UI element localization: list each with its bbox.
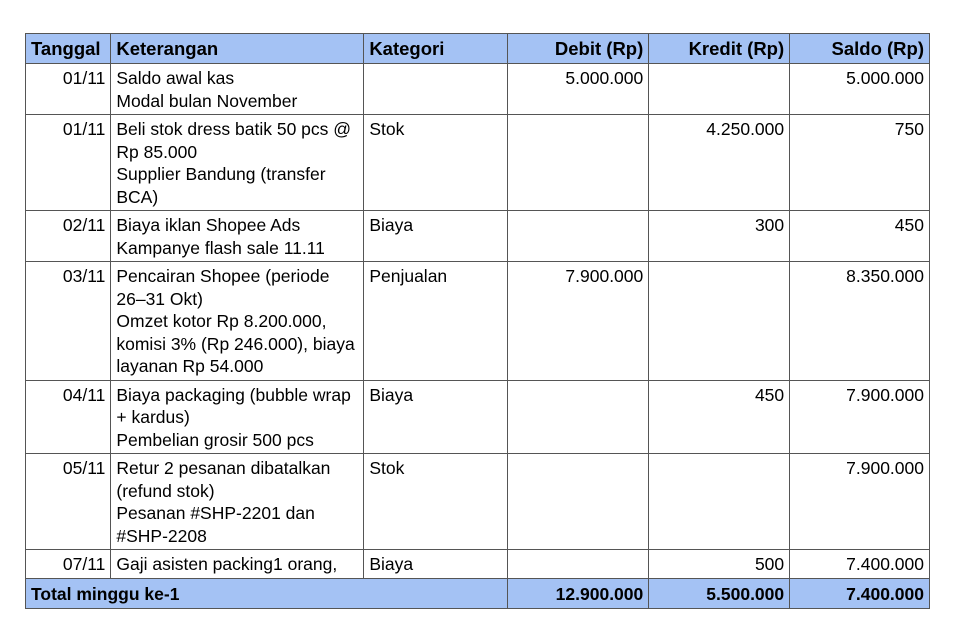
cell-saldo: 8.350.000 (790, 262, 930, 381)
cell-keterangan (111, 211, 364, 262)
total-kredit: 5.500.000 (649, 578, 790, 608)
table-footer (26, 578, 930, 608)
cell-debit (508, 380, 649, 454)
cell-kategori: Penjualan (364, 262, 508, 381)
keterangan-line: Retur 2 pesanan dibatalkan (refund stok) (116, 458, 331, 501)
cell-saldo: 7.900.000 (790, 454, 930, 550)
keterangan-line: Kampanye flash sale 11.11 (116, 237, 325, 258)
header-kredit: Kredit (Rp) (649, 34, 790, 64)
keterangan-line: Omzet kotor Rp 8.200.000, komisi 3% (Rp 246.000), biaya layanan Rp 54.000 (116, 311, 355, 376)
cell-kredit (649, 454, 790, 550)
header-debit: Debit (Rp) (508, 34, 649, 64)
cell-kategori: Biaya (364, 380, 508, 454)
total-label: Total minggu ke-1 (26, 578, 508, 608)
cell-keterangan (111, 115, 364, 211)
cell-keterangan (111, 64, 364, 115)
cell-kredit: 4.250.000 (649, 115, 790, 211)
keterangan-line: Gaji asisten packing1 orang, (116, 554, 338, 574)
table-row (26, 64, 930, 115)
cell-tanggal: 02/11 (26, 211, 111, 262)
table-row (26, 211, 930, 262)
cell-kredit: 300 (649, 211, 790, 262)
keterangan-line: Biaya iklan Shopee Ads (116, 215, 301, 235)
table-body (26, 64, 930, 579)
cell-tanggal: 05/11 (26, 454, 111, 550)
keterangan-line: Pencairan Shopee (periode 26–31 Okt) (116, 266, 330, 309)
cell-keterangan (111, 262, 364, 381)
cell-tanggal: 04/11 (26, 380, 111, 454)
cash-ledger-table (25, 33, 930, 609)
table-header (26, 34, 930, 64)
cell-debit (508, 454, 649, 550)
keterangan-line: Supplier Bandung (transfer BCA) (116, 164, 326, 207)
table-row (26, 550, 930, 579)
cell-tanggal: 01/11 (26, 64, 111, 115)
cell-kategori: Biaya (364, 211, 508, 262)
cell-keterangan (111, 380, 364, 454)
table-row (26, 454, 930, 550)
cell-kredit: 500 (649, 550, 790, 579)
cell-kategori: Biaya (364, 550, 508, 579)
cell-saldo: 450 (790, 211, 930, 262)
keterangan-line: Pembelian grosir 500 pcs (116, 429, 314, 450)
cell-tanggal: 01/11 (26, 115, 111, 211)
keterangan-line: Biaya packaging (bubble wrap + kardus) (116, 384, 351, 427)
cell-tanggal: 03/11 (26, 262, 111, 381)
keterangan-line: Beli stok dress batik 50 pcs @ Rp 85.000 (116, 119, 352, 162)
cell-kredit: 450 (649, 380, 790, 454)
keterangan-line: Saldo awal kas (116, 68, 235, 88)
header-tanggal: Tanggal (26, 34, 111, 64)
cell-kategori: Stok (364, 115, 508, 211)
cell-debit: 5.000.000 (508, 64, 649, 115)
cell-debit: 7.900.000 (508, 262, 649, 381)
total-saldo: 7.400.000 (790, 578, 930, 608)
cell-kategori: Stok (364, 454, 508, 550)
cell-debit (508, 211, 649, 262)
cell-debit (508, 550, 649, 579)
cell-tanggal: 07/11 (26, 550, 111, 579)
cell-debit (508, 115, 649, 211)
cell-saldo: 7.900.000 (790, 380, 930, 454)
cell-keterangan (111, 454, 364, 550)
cell-saldo: 5.000.000 (790, 64, 930, 115)
cell-kategori (364, 64, 508, 115)
keterangan-line: Modal bulan November (116, 90, 298, 111)
table-row (26, 115, 930, 211)
cell-kredit (649, 262, 790, 381)
header-row (26, 34, 930, 64)
table-row (26, 380, 930, 454)
table-row (26, 262, 930, 381)
cell-saldo: 7.400.000 (790, 550, 930, 579)
header-kategori: Kategori (364, 34, 508, 64)
cell-kredit (649, 64, 790, 115)
total-debit: 12.900.000 (508, 578, 649, 608)
header-saldo: Saldo (Rp) (790, 34, 930, 64)
total-row (26, 578, 930, 608)
header-keterangan: Keterangan (111, 34, 364, 64)
cell-saldo: 750 (790, 115, 930, 211)
cell-keterangan (111, 550, 364, 579)
keterangan-line: Pesanan #SHP-2201 dan #SHP-2208 (116, 503, 315, 546)
